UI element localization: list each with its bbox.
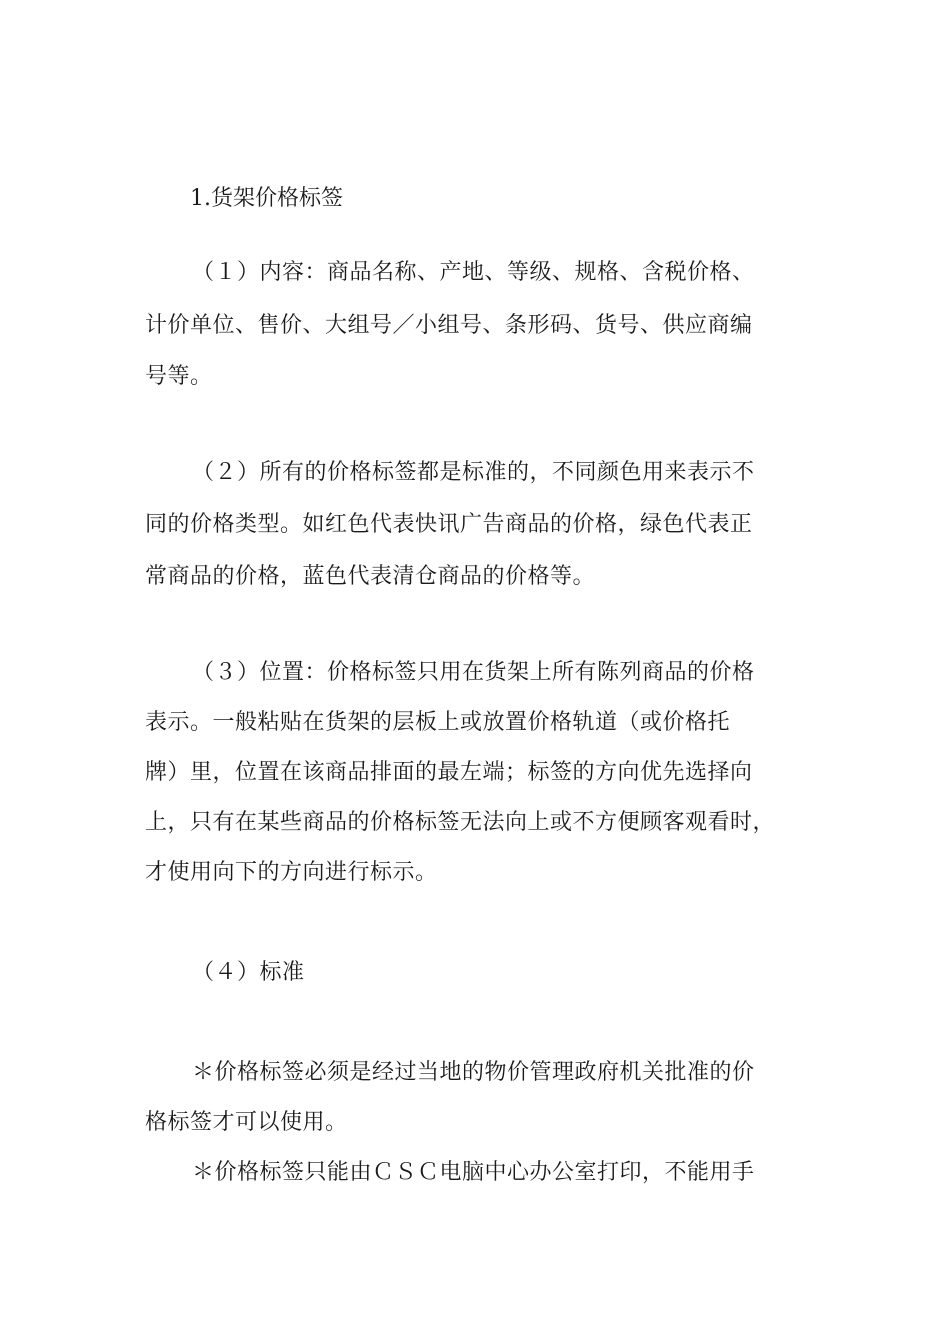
paragraph-line: ＊价格标签只能由ＣＳＣ电脑中心办公室打印，不能用手	[192, 1160, 755, 1185]
paragraph-line: 格标签才可以使用。	[145, 1110, 348, 1135]
paragraph-line: 才使用向下的方向进行标示。	[145, 860, 438, 885]
paragraph-line: 常商品的价格，蓝色代表清仓商品的价格等。	[145, 564, 596, 589]
paragraph-line: 同的价格类型。如红色代表快讯广告商品的价格，绿色代表正	[145, 512, 753, 537]
paragraph-line: ＊价格标签必须是经过当地的物价管理政府机关批准的价	[192, 1060, 755, 1085]
paragraph-line: 上，只有在某些商品的价格标签无法向上或不方便顾客观看时，	[145, 810, 776, 835]
paragraph-line: （３）位置：价格标签只用在货架上所有陈列商品的价格	[192, 660, 755, 685]
paragraph-line: 号等。	[145, 364, 213, 389]
section-heading: 1.货架价格标签	[190, 186, 343, 211]
paragraph-line: （２）所有的价格标签都是标准的，不同颜色用来表示不	[192, 460, 755, 485]
paragraph-line: （４）标准	[192, 960, 305, 985]
paragraph-line: 牌）里，位置在该商品排面的最左端；标签的方向优先选择向	[145, 760, 753, 785]
paragraph-line: （１）内容：商品名称、产地、等级、规格、含税价格、	[192, 260, 755, 285]
paragraph-line: 表示。一般粘贴在货架的层板上或放置价格轨道（或价格托	[145, 710, 731, 735]
paragraph-line: 计价单位、售价、大组号／小组号、条形码、货号、供应商编	[145, 313, 753, 338]
